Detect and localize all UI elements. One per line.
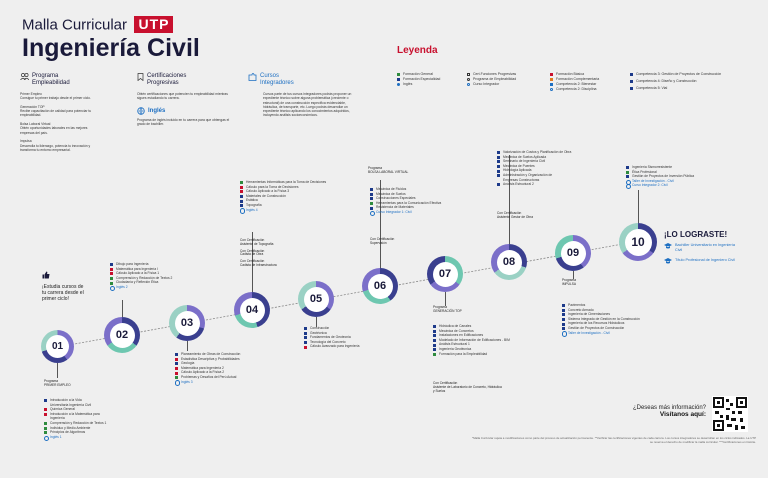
cycle-07-cert bbox=[433, 382, 503, 393]
cycle-badge-08[interactable] bbox=[491, 244, 527, 280]
course-item: Estática bbox=[240, 198, 326, 203]
cycle-badge-04[interactable] bbox=[234, 292, 270, 328]
cycle-number: 02 bbox=[110, 323, 135, 348]
degree-titulo: Título Profesional de Ingeniero Civil bbox=[675, 258, 735, 263]
program-label: Programa PRIMER EMPLEO bbox=[44, 379, 71, 387]
legend-item: Competencia 5: Vial bbox=[636, 86, 668, 90]
legend-item: Formación General bbox=[403, 72, 433, 76]
legend-item: Formación Especialidad bbox=[403, 77, 441, 81]
cycle-badge-05[interactable] bbox=[298, 281, 334, 317]
course-item: Cálculo Aplicado a la Física 1 bbox=[110, 271, 172, 276]
cycle-09-program bbox=[562, 279, 576, 287]
ingles-title: Inglés bbox=[148, 107, 166, 114]
cert-label: Con Certificación Asistente Gestor de Obra bbox=[497, 211, 533, 219]
legend-item: Curso Integrador bbox=[473, 82, 500, 86]
course-item: Cálculo para la Toma de Decisiones bbox=[240, 185, 326, 190]
cycle-04-courses bbox=[240, 180, 326, 212]
empleabilidad-text: Primer Empleo Consigue tu primer trabajo desde el primer ciclo. Generación TOP Recibe capacitación de calidad para potenciar tu empleabilidad. Bolsa Laboral Virtual Obtén oportunidades laborales en las mejores empresas del país. Impulsa Desarrolla tu liderazgo, potencia tu innovación y transforma tu entorno empresarial. bbox=[20, 92, 92, 152]
course-item: Hidráulica de Canales bbox=[433, 324, 510, 329]
legend-item: Competencia 4: Diseño y Construcción bbox=[636, 79, 697, 83]
legend-item: Cert.Funciones Progresivas bbox=[473, 72, 517, 76]
cycle-number: 04 bbox=[240, 298, 265, 323]
cycle-number: 06 bbox=[368, 274, 393, 299]
course-item: Principios de Algoritmos bbox=[44, 430, 106, 435]
cycle-05-courses bbox=[304, 326, 359, 349]
legend-item: Formación Básica bbox=[556, 72, 585, 76]
course-item: Ética Profesional bbox=[626, 170, 694, 175]
course-item: Instalaciones en Edificaciones bbox=[433, 333, 510, 338]
course-item: Matemática para Ingeniería I bbox=[110, 267, 172, 272]
course-item: Taller de Investigación - Civil bbox=[626, 179, 694, 184]
cert-label: Con Certificación Asistente de Laboratorio de Concreto, Hidráulica y Suelos bbox=[433, 381, 502, 393]
course-item: Modelado de Información de Edificaciones - BIM bbox=[433, 338, 510, 343]
legend-item: Inglés bbox=[403, 82, 413, 86]
course-item: Curso Integrador 2: Civil bbox=[626, 183, 694, 188]
course-item: Ingeniería de los Recursos Hidráulicos bbox=[562, 321, 640, 326]
program-label: Programa IMPULSA bbox=[562, 278, 576, 286]
course-item: Mecánica de Puentes bbox=[497, 164, 571, 169]
cycle-badge-10[interactable] bbox=[619, 223, 657, 261]
cycle-07-courses bbox=[433, 324, 510, 356]
course-item: Pavimentos bbox=[562, 303, 640, 308]
utp-logo: UTP bbox=[134, 16, 173, 33]
course-item: Gestión de Proyectos de Inversión Pública bbox=[626, 174, 694, 179]
course-item: Curso Integrador 1: Civil bbox=[370, 210, 441, 215]
cycle-number: 07 bbox=[433, 262, 458, 287]
cycle-badge-01[interactable] bbox=[41, 330, 74, 363]
cycle-06-courses bbox=[370, 187, 441, 215]
cycle-10-courses bbox=[626, 165, 694, 188]
program-label: Programa BOLSA LABORAL VIRTUAL bbox=[368, 166, 409, 174]
cycle-07-program bbox=[433, 306, 462, 314]
cycle-08-cert bbox=[497, 212, 533, 220]
cert-label: Con Certificación Cadista de Obra bbox=[240, 248, 265, 257]
legend-item: Competencia 2: Disciplina bbox=[556, 87, 597, 91]
course-item: Cálculo Aplicado a la Física 2 bbox=[175, 370, 240, 375]
course-item: Gestión de Proyectos de Construcción bbox=[562, 326, 640, 331]
course-item: Geología bbox=[175, 361, 240, 366]
course-item: Mecánica de Concretos bbox=[433, 329, 510, 334]
cycle-09-courses bbox=[562, 303, 640, 335]
course-item: Individuo y Medio Ambiente bbox=[44, 426, 106, 431]
course-item: Mecánica de Fluidos bbox=[370, 187, 441, 192]
header-pre: Malla Curricular bbox=[22, 16, 128, 34]
course-item: Resistencia de Materiales bbox=[370, 205, 441, 210]
cycle-01-program bbox=[44, 380, 71, 388]
course-item: Mecánica de Suelos bbox=[370, 192, 441, 197]
cycle-number: 08 bbox=[497, 250, 522, 275]
page-title: Ingeniería Civil bbox=[22, 34, 200, 62]
cycle-04-certs bbox=[240, 239, 300, 268]
course-item: Química General bbox=[44, 407, 106, 412]
integradores-text: Cursos parte de tus cursos integradores podrás proponer un expediente técnico sobre alguna problemática (creciente o estructural) de una construcción específica evidenciable, hidráulica, de transporte, etc. Luego podrás desarrollar un expediente técnico aplicando los conocimientos adquiridos, incluyendo análisis socioeconómicos. bbox=[263, 92, 352, 118]
legend-item: Formación Complementaria bbox=[556, 77, 600, 81]
course-item: Cálculo Avanzado para Ingeniería bbox=[304, 344, 359, 349]
cycle-badge-09[interactable] bbox=[555, 235, 591, 271]
course-item: Seminario de Ingeniería Civil bbox=[497, 159, 571, 164]
cycle-01-courses bbox=[44, 398, 106, 439]
course-item: Dibujo para Ingeniería bbox=[110, 262, 172, 267]
cycle-03-courses bbox=[175, 352, 240, 384]
course-item: Estadística Descriptiva y Probabilidades bbox=[175, 357, 240, 362]
info-block bbox=[612, 405, 706, 418]
cycle-06-cert bbox=[370, 238, 394, 246]
course-item: Ingeniería Sismorresistente bbox=[626, 165, 694, 170]
course-item: Cálculo Aplicado a la Física 3 bbox=[240, 189, 326, 194]
cycle-08-courses bbox=[497, 150, 571, 187]
course-item: Administración y Organización de Empresas Constructoras bbox=[497, 173, 567, 182]
integradores-title: Cursos Integradores bbox=[260, 73, 294, 86]
legend-title: Leyenda bbox=[397, 45, 438, 56]
cycle-number: 05 bbox=[304, 287, 329, 312]
certificaciones-text: Obtén certificaciones que potencien tu empleabilidad mientras sigues estudiando tu carrera. bbox=[137, 92, 228, 101]
course-item: Inglés 4 bbox=[240, 208, 326, 213]
cycle-number: 03 bbox=[175, 311, 200, 336]
course-item: Inglés 3 bbox=[175, 380, 240, 385]
info-visit: Visítanos aquí: bbox=[659, 411, 706, 418]
course-item: Herramientas Informáticas para la Toma de Decisiones bbox=[240, 180, 326, 185]
cycle-badge-06[interactable] bbox=[362, 268, 398, 304]
course-item: Fundamentos de Geotecnia bbox=[304, 335, 359, 340]
qr-code-icon[interactable] bbox=[712, 396, 748, 432]
info-question: ¿Deseas más información? bbox=[632, 405, 706, 411]
course-item: Problemas y Desafíos del Perú Actual bbox=[175, 375, 240, 380]
start-text: ¡Estudia cursos de tu carrera desde el primer ciclo! bbox=[42, 284, 84, 302]
legend-item: Competencia 2: Bienestar bbox=[556, 82, 597, 86]
ingles-text: Programa de inglés incluido en tu carrera para que obtengas el grado de bachiller. bbox=[137, 117, 230, 126]
program-label: Programa GENERACIÓN TOP bbox=[433, 305, 462, 313]
achievement-block bbox=[664, 230, 756, 264]
cert-label: Con Certificación Supervisión bbox=[370, 237, 395, 245]
cycle-badge-07[interactable] bbox=[427, 256, 463, 292]
course-item: Comprensión y Redacción de Textos 1 bbox=[44, 421, 106, 426]
cert-label: Con Certificación Cadista de Infraestructura bbox=[240, 259, 277, 267]
cycle-number: 10 bbox=[625, 229, 652, 256]
course-item: Construcción bbox=[304, 326, 359, 331]
course-item: Herramientas para la Comunicación Efectiva bbox=[370, 201, 441, 206]
course-item: Materiales de Construcción bbox=[240, 194, 326, 199]
cycle-number: 01 bbox=[46, 335, 69, 358]
course-item: Planeamiento de Obras de Construcción bbox=[175, 352, 240, 357]
course-item: Introducción a la Matemática para Ingeniería bbox=[44, 412, 104, 421]
course-item: Inglés 2 bbox=[110, 285, 172, 290]
course-item: Comprensión y Redacción de Textos 2 bbox=[110, 276, 172, 281]
course-item: Inglés 1 bbox=[44, 435, 106, 440]
footnote: *Malla Curricular sujeta a modificaciones como parte del proceso de actualización permanente. **Verificar las certificaciones vigentes de cada carrera. Los cursos integradores se desarrollan en los ciclos indicados. La UTP se reserva el derecho de modificar la malla curricular. ***Certificaciones en trámite. bbox=[472, 436, 756, 444]
course-item: Hidrología Aplicada bbox=[497, 168, 571, 173]
course-item: Topografía bbox=[240, 203, 326, 208]
course-item: Ingeniería de Cimentaciones bbox=[562, 312, 640, 317]
course-item: Concreto Armado bbox=[562, 308, 640, 313]
graduation-cap-icon bbox=[664, 243, 672, 249]
cycle-02-courses bbox=[110, 262, 172, 290]
course-item: Tecnología del Concreto bbox=[304, 340, 359, 345]
cycle-badge-02[interactable] bbox=[104, 317, 140, 353]
course-item: Construcciones Especiales bbox=[370, 196, 441, 201]
course-item: Análisis Estructural 1 bbox=[433, 342, 510, 347]
certificaciones-title: Certificaciones Progresivas bbox=[147, 73, 187, 86]
cycle-06-program bbox=[368, 167, 408, 175]
course-item: Formación para la Empleabilidad bbox=[433, 352, 510, 357]
course-item: Geotécnica bbox=[304, 331, 359, 336]
legend-item: Programa de Empleabilidad bbox=[473, 77, 517, 81]
cycle-badge-03[interactable] bbox=[169, 305, 205, 341]
empleabilidad-title: Programa Empleabilidad bbox=[32, 73, 70, 86]
course-item: Análisis Estructural 2 bbox=[497, 182, 571, 187]
cycle-number: 09 bbox=[561, 241, 586, 266]
course-item: Matemática para Ingeniería 2 bbox=[175, 366, 240, 371]
course-item: Introducción a la Vida Universitaria Ingeniería Civil bbox=[44, 398, 100, 407]
degree-bachiller: Bachiller Universitario en Ingeniería Civil bbox=[675, 243, 735, 252]
course-item: Ciudadanía y Reflexión Ética bbox=[110, 280, 172, 285]
course-item: Mecánica de Suelos Aplicada bbox=[497, 155, 571, 160]
course-item: Ingeniería Geotécnica bbox=[433, 347, 510, 352]
course-item: Valorización de Costos y Planificación de Obra bbox=[497, 150, 571, 155]
cert-label: Con Certificación Asistente de Topografía bbox=[240, 238, 274, 246]
legend-item: Competencia 3: Gestión de Proyectos de Construcción bbox=[636, 72, 722, 76]
course-item: Taller de Investigación - Civil bbox=[562, 331, 622, 336]
achievement-title: ¡LO LOGRASTE! bbox=[664, 230, 728, 239]
graduation-cap-icon bbox=[664, 258, 672, 264]
course-item: Sistema Integrado de Gestión en la Construcción bbox=[562, 317, 640, 322]
